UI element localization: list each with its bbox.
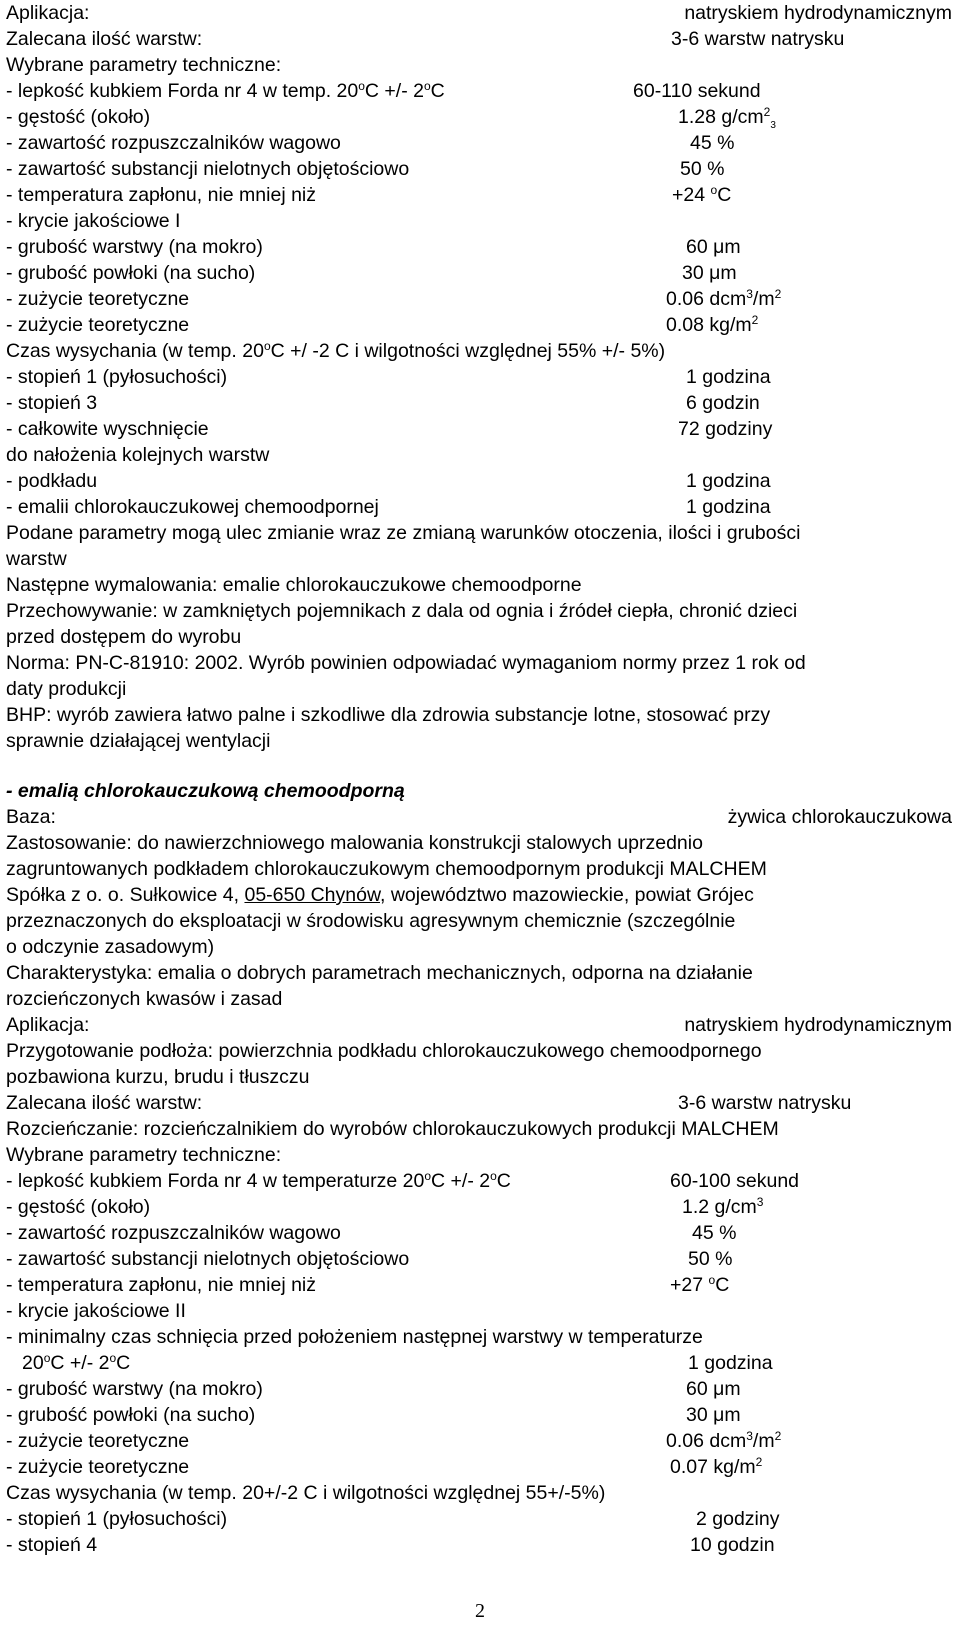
solids-row-2: - zawartość substancji nielotnych objętościowo 50 % [6, 1248, 733, 1270]
min-dry-line: - minimalny czas schnięcia przed położeniem następnej warstwy w temperaturze [6, 1326, 703, 1348]
consumption-row-3: - zużycie teoretyczne 0.06 $dcm^3/m^2$ [6, 1429, 782, 1452]
density-row-2: - gęstość (około) 1.2 $g/cm^3$ [6, 1195, 764, 1218]
usage-line-5: o odczynie zasadowym) [6, 936, 215, 958]
usage-line-1: Zastosowanie: do nawierzchniowego malowania konstrukcji stalowych uprzednio [6, 832, 703, 854]
char-line-2: rozcieńczonych kwasów i zasad [6, 988, 283, 1010]
safety-line-2: sprawnie działającej wentylacji [6, 730, 271, 752]
usage-line-4: przeznaczonych do eksploatacji w środowisku agresywnym chemicznie (szczególnie [6, 910, 736, 932]
usage-line-2: zagruntowanych podkładem chlorokauczukowym chemoodpornym produkcji MALCHEM [6, 858, 767, 880]
stage1-row-2: - stopień 1 (pyłosuchości) 2 godziny [6, 1508, 780, 1530]
norm-line-1: Norma: PN-C-81910: 2002. Wyrób powinien odpowiadać wymaganiom normy przez 1 rok od [6, 652, 806, 674]
layers-row-2: Zalecana ilość warstw: 3-6 warstw natrysku [6, 1092, 852, 1114]
viscosity-label: - lepkość kubkiem Forda nr 4 w temp. $20^oC$ +/- 2$^o$C [6, 79, 445, 102]
recoat-heading: do nałożenia kolejnych warstw [6, 444, 270, 466]
params-heading-2: Wybrane parametry techniczne: [6, 1144, 282, 1166]
params-heading: Wybrane parametry techniczne: [6, 54, 282, 76]
wet-thickness-row-2: - grubość warstwy (na mokro) 60 μm [6, 1378, 741, 1400]
thinning-line: Rozcieńczanie: rozcieńczalnikiem do wyrobów chlorokauczukowych produkcji MALCHEM [6, 1118, 779, 1140]
storage-line-1: Przechowywanie: w zamkniętych pojemnikach z dala od ognia i źródeł ciepła, chronić dzieci [6, 600, 798, 622]
note-line-2: warstw [6, 548, 67, 570]
stage3-row: - stopień 3 6 godzin [6, 392, 760, 414]
primer-row: - podkładu 1 godzina [6, 470, 771, 492]
note-line-1: Podane parametry mogą ulec zmianie wraz ze zmianą warunków otoczenia, ilości i grubości [6, 522, 801, 544]
coverage-row: - krycie jakościowe I [6, 210, 181, 232]
wet-thickness-row: - grubość warstwy (na mokro) 60 μm [6, 236, 741, 258]
flash-row: - temperatura zapłonu, nie mniej niż +24 $^o$C [6, 183, 732, 206]
storage-line-2: przed dostępem do wyrobu [6, 626, 242, 648]
dry-thickness-row: - grubość powłoki (na sucho) 30 μm [6, 262, 737, 284]
prep-line-1: Przygotowanie podłoża: powierzchnia podkładu chlorokauczukowego chemoodpornego [6, 1040, 762, 1062]
consumption-row-1: - zużycie teoretyczne 0.06 $dcm^3/m^2$ [6, 287, 782, 310]
dry-thickness-row-2: - grubość powłoki (na sucho) 30 μm [6, 1404, 741, 1426]
char-line-1: Charakterystyka: emalia o dobrych parametrach mechanicznych, odporna na działanie [6, 962, 753, 984]
usage-line-3: Spółka z o. o. Sułkowice 4, 05-650 Chynów, województwo mazowieckie, powiat Grójec [6, 884, 754, 906]
density-value: 1.28 $g/cm^2_3$ [678, 105, 776, 131]
next-coats: Następne wymalowania: emalie chlorokauczukowe chemoodporne [6, 574, 582, 596]
viscosity-value: 60-110 sekund [633, 80, 761, 102]
drying-heading: Czas wysychania (w temp. $20^oC +/ -2$ C i wilgotności względnej 55% +/- 5%) [6, 339, 666, 362]
layers-value: 3-6 warstw natrysku [671, 28, 845, 50]
drying-heading-2: Czas wysychania (w temp. 20+/-2 C i wilgotności względnej 55+/-5%) [6, 1482, 606, 1504]
norm-line-2: daty produkcji [6, 678, 127, 700]
safety-line-1: BHP: wyrób zawiera łatwo palne i szkodliwe dla zdrowia substancje lotne, stosować przy [6, 704, 771, 726]
viscosity-row [6, 78, 952, 104]
coverage-row-2: - krycie jakościowe II [6, 1300, 186, 1322]
page-number: 2 [475, 1600, 485, 1622]
base-row: Baza: żywica chlorokauczukowa [6, 806, 952, 828]
full-dry-row: - całkowite wyschnięcie 72 godziny [6, 418, 773, 440]
stage1-row: - stopień 1 (pyłosuchości) 1 godzina [6, 366, 771, 388]
app-label: Aplikacja: [6, 2, 90, 24]
enamel-row: - emalii chlorokauczukowej chemoodpornej 1 godzina [6, 496, 771, 518]
address-link[interactable]: 05-650 Chynów [244, 884, 380, 906]
viscosity-row-2: - lepkość kubkiem Forda nr 4 w temperaturze $20^oC$ +/- 2$^o$C 60-100 sekund [6, 1169, 800, 1192]
density-row [6, 104, 952, 130]
layers-label: Zalecana ilość warstw: [6, 28, 203, 50]
min-dry-temp-row: $20^oC$ +/- 2$^o$C 1 godzina [22, 1351, 773, 1374]
layers-row [6, 26, 952, 52]
solvent-row: - zawartość rozpuszczalników wagowo 45 % [6, 132, 735, 154]
app-row-2: Aplikacja: natryskiem hydrodynamicznym [6, 1014, 952, 1036]
app-row [6, 0, 952, 26]
prep-line-2: pozbawiona kurzu, brudu i tłuszczu [6, 1066, 310, 1088]
solvent-row-2: - zawartość rozpuszczalników wagowo 45 % [6, 1222, 737, 1244]
density-label: - gęstość (około) [6, 106, 151, 128]
flash-row-2: - temperatura zapłonu, nie mniej niż +27 $^o$C [6, 1273, 730, 1296]
app-value: natryskiem hydrodynamicznym [684, 2, 952, 24]
solids-row: - zawartość substancji nielotnych objętościowo 50 % [6, 158, 725, 180]
stage4-row: - stopień 4 10 godzin [6, 1534, 775, 1556]
consumption-row-4: - zużycie teoretyczne 0.07 $kg/m^2$ [6, 1455, 763, 1478]
consumption-row-2: - zużycie teoretyczne 0.08 $kg/m^2$ [6, 313, 759, 336]
section-heading: - emalią chlorokauczukową chemoodporną [6, 780, 405, 802]
